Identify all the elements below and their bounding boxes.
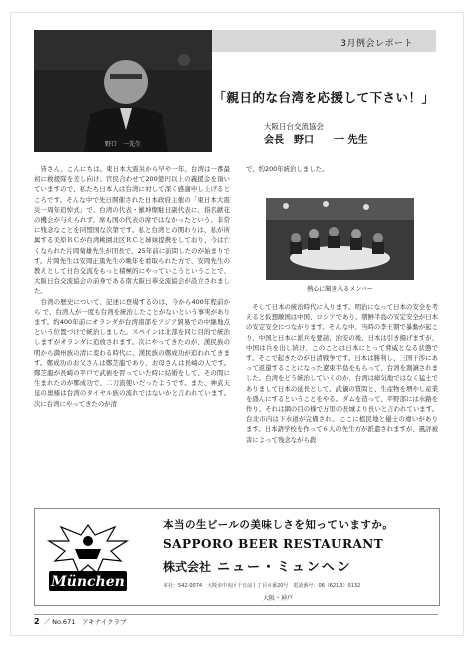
body-text-right-top: で、約200年統治しました。 xyxy=(246,165,329,173)
report-title: 3月例会レポート xyxy=(340,39,413,49)
advertisement xyxy=(34,508,440,606)
page-number: 2 xyxy=(34,617,40,626)
speaker-name: 会長 野口 一 先生 xyxy=(264,135,368,146)
photo-caption: 熱心に聞き入るメンバー xyxy=(307,286,373,293)
speaker-portrait xyxy=(34,30,212,152)
meeting-photo-image xyxy=(266,198,414,280)
meeting-photo xyxy=(266,198,414,280)
issue-label: ／ No.671 アキナイクラブ xyxy=(43,618,127,626)
restaurant-logo-eagle xyxy=(45,519,131,597)
article-headline: 「親日的な台湾を応援して下さい！」 xyxy=(213,90,435,105)
ad-company-name: ニュー・ミュンヘン xyxy=(217,560,352,575)
portrait-image xyxy=(34,30,212,152)
ad-company xyxy=(163,556,352,575)
ad-branches: 大阪・神戸 xyxy=(263,595,294,602)
page-footer xyxy=(34,614,438,626)
body-text-right-column: そして日本の統治時代に入ります。明治になって日本の安全を考えると仮想敵国は中国、ロシアであり、朝鮮半島の安定安全が日本の安定安全につながります。そんな中、当時の李王朝で暴動が起こり、中国と日本に派兵を要請、治安の後、日本は引き揚げますが、中国は兵を出し続け、このことは日本にとって脅威となる状態です。そこで起きたのが日清戦争です。日本は勝利し、三国干渉にあって返還することになった遼東半島をもらって、台湾を割譲されました。台湾をどう統治していくのか、台湾は瘴気地ではなく猛土でありまして日本の延長として、武儀の質問と、生産物を増やし産業を盛んにするということをやる。ダムを造って、平野部には水路を作り、それは網の目の様で万里の長城より長いと言われています。台北市内は下水道が完備され、ここに植民地と優士の違いがあります。日本語学校を作って６人の先生方が派遣されますが、風評被害によって残念ながら殺 xyxy=(246,303,438,444)
ad-address: 本社：542-0074 大阪市中央区千日前１丁目８番20号 電話番号：06（6213）0132 xyxy=(163,583,361,589)
ad-tagline: 本当の生ビールの美味しさを知っていますか。 xyxy=(163,519,394,531)
svg-text:München: München xyxy=(51,574,125,590)
ad-brand: SAPPORO BEER RESTAURANT xyxy=(163,537,384,551)
speaker-organization: 大阪日台交流協会 xyxy=(264,122,324,131)
portrait-caption: 野口 一先生 xyxy=(104,141,141,148)
body-text-left-column: 皆さん、こんにちは。東日本大震災から早や一年、台湾は一番最初に救援隊を差し向け、官民合わせて200億円以上の義援金を頂いていますので、私たち日本人は台湾に対して深く感謝申し上げるところです。そんな中で先日開催された日本政府主催の「東日本大震災一周年追悼式」で、台湾の代表・羅坤燦駐日副代表に、指名献花の機会が与えられず、席も国の代表の席ではなかったという、非常に残念なことを同盟国な次第です。私と台湾との関わりは、私が所属する美原ＲＣが台湾桃園北区ＲＣと姉妹提携をしており、今は亡くなられた片岡菊雄先生が団長で、25年前に訪問したのが始まりです。片岡先生は安岡正篤先生の晩年を看取られた方で、安岡先生の教えとして日台交流をもっと積極的にやっていこうということで、大阪日台交流協会の前身である南大阪日華交流協会が設立されました。 台湾の歴史について、記述に登場するのは、今から400年程前から で、台湾人が一度も台湾を統治したことがないという事実があります。約400年前にオランダが台湾南部をアジア貿易での中継地点という位置づけで統治しました。スペインは北部を同じ目的で統治しますがオランダに追放されます。次にやってきたのが、漢民族の明から満州族の清に変わる時代に、漢民族の鄭成功が追われてきます。鄭成功のお父さんは鄭芝龍であり、お母さんは長崎の人です。鄭芝龍が長崎の平戸で武術を習っていた時に結婚をして、その間に生まれたのが鄭成功で、二刀流使いだったようです。また、神武天皇の奥様は台湾のタイヤル族の流れではないかと言われています。次に台湾にやってきたのが清 xyxy=(34,165,230,408)
ad-company-prefix: 株式会社 xyxy=(163,560,212,574)
